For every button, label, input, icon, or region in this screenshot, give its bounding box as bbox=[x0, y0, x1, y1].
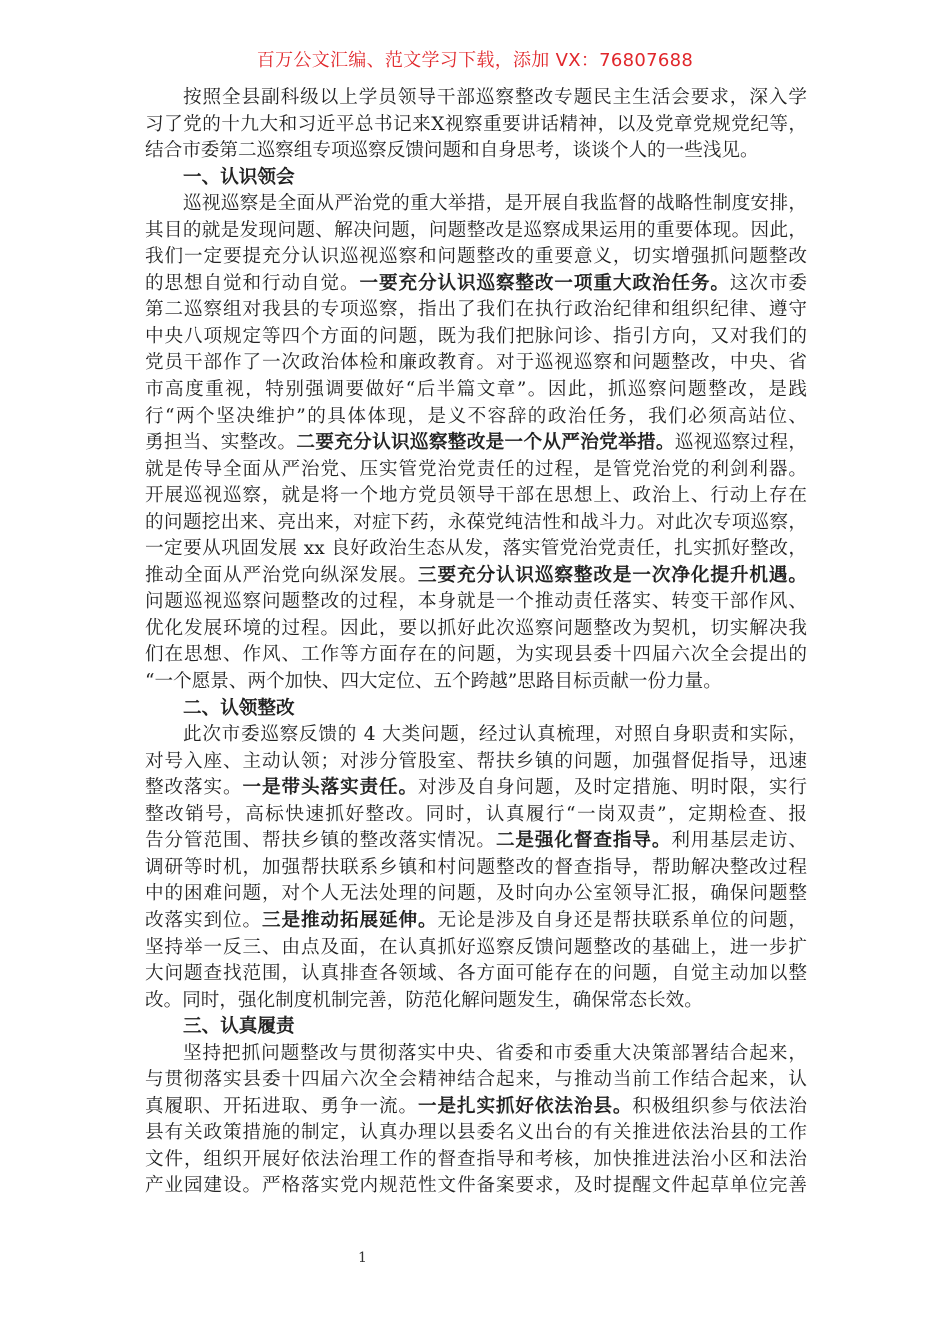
text-run: 此次市委巡察反馈的 4 大类问题，经过认真梳理，对照自身职责和实际， bbox=[183, 724, 807, 746]
bold-key-point: 三要充分认识巡察整改是一次净化提升机遇。 bbox=[417, 564, 807, 586]
text-run: 县有关政策措施的制定，认真办理以县委名义出台的有关推进依法治县的工作 bbox=[145, 1122, 807, 1144]
text-run: 坚持把抓问题整改与贯彻落实中央、省委和市委重大决策部署结合起来， bbox=[183, 1042, 807, 1064]
paragraph-line bbox=[145, 457, 807, 484]
bold-key-point: 一是带头落实责任。 bbox=[242, 777, 418, 799]
text-run: 整改销号，高标快速抓好整改。同时，认真履行“一岗双责”，定期检查、报 bbox=[145, 803, 807, 825]
text-run: 与贯彻落实县委十四届六次全会精神结合起来，与推动当前工作结合起来，认 bbox=[145, 1069, 807, 1091]
paragraph-line bbox=[145, 324, 807, 351]
section-heading: 三、认真履责 bbox=[183, 1016, 295, 1038]
paragraph-line bbox=[145, 642, 807, 669]
paragraph-line bbox=[145, 669, 807, 696]
text-run: 对涉及自身问题，及时定措施、明时限，实行 bbox=[417, 777, 807, 799]
paragraph-line bbox=[145, 1173, 807, 1200]
text-run: 坚持举一反三、由点及面，在认真抓好巡察反馈问题整改的基础上，进一步扩 bbox=[145, 936, 807, 958]
text-run: 党员干部作了一次政治体检和廉政教育。对于巡视巡察和问题整改，中央、省 bbox=[145, 352, 807, 374]
text-run: 对号入座、主动认领；对涉分管股室、帮扶乡镇的问题，加强督促指导，迅速 bbox=[145, 750, 807, 772]
paragraph-line bbox=[145, 271, 807, 298]
paragraph-line bbox=[145, 1120, 807, 1147]
text-run: 结合市委第二巡察组专项巡察反馈问题和自身思考，谈谈个人的一些浅见。 bbox=[145, 140, 759, 162]
text-run: 推动全面从严治党向纵深发展。 bbox=[145, 564, 418, 586]
text-run: 整改落实。 bbox=[145, 777, 243, 799]
paragraph-line bbox=[145, 855, 807, 882]
text-run: 的思想自觉和行动自觉。 bbox=[145, 272, 360, 294]
paragraph-line bbox=[145, 722, 807, 749]
paragraph-line bbox=[145, 350, 807, 377]
section-heading: 二、认领整改 bbox=[183, 697, 295, 719]
text-run: 市高度重视，特别强调要做好“后半篇文章”。因此，抓巡察问题整改，是践 bbox=[145, 379, 807, 401]
bold-key-point: 三是推动拓展延伸。 bbox=[261, 909, 438, 931]
text-run: 大问题查找范围，认真排查各领域、各方面可能存在的问题，自觉主动加以整 bbox=[145, 963, 807, 985]
text-run: 按照全县副科级以上学员领导干部巡察整改专题民主生活会要求，深入学 bbox=[183, 87, 807, 108]
text-run: 积极组织参与依法治 bbox=[632, 1095, 807, 1117]
text-run: 真履职、开拓进取、勇争一流。 bbox=[145, 1095, 418, 1117]
text-run: 习了党的十九大和习近平总书记来X视察重要讲话精神，以及党章党规党纪等， bbox=[145, 113, 807, 135]
paragraph-line bbox=[145, 881, 807, 908]
watermark-banner: 百万公文汇编、范文学习下载，添加 VX：76807688 bbox=[256, 50, 694, 71]
text-run: 巡视巡察过程， bbox=[674, 432, 807, 454]
paragraph-line bbox=[145, 1094, 807, 1121]
paragraph-line bbox=[145, 404, 807, 431]
paragraph-line bbox=[145, 935, 807, 962]
text-run: 中的困难问题，对个人无法处理的问题，及时向办公室领导汇报，确保问题整 bbox=[145, 883, 807, 905]
bold-key-point: 一要充分认识巡察整改一项重大政治任务。 bbox=[359, 272, 730, 294]
text-run: 问题巡视巡察问题整改的过程，本身就是一个推动责任落实、转变干部作风、 bbox=[145, 591, 807, 613]
paragraph-line bbox=[145, 961, 807, 988]
bold-key-point: 一是扎实抓好依法治县。 bbox=[417, 1095, 633, 1117]
text-run: 第二巡察组对我县的专项巡察，指出了我们在执行政治纪律和组织纪律、遵守 bbox=[145, 299, 807, 321]
section-heading: 一、认识领会 bbox=[183, 166, 295, 188]
paragraph-line bbox=[145, 377, 807, 404]
paragraph-line bbox=[145, 430, 807, 457]
text-run: 产业园建设。严格落实党内规范性文件备案要求，及时提醒文件起草单位完善 bbox=[145, 1175, 807, 1197]
paragraph-line bbox=[145, 138, 807, 165]
paragraph-line bbox=[145, 1067, 807, 1094]
text-run: 行“两个坚决维护”的具体体现，是义不容辞的政治任务，我们必须高站位、 bbox=[145, 405, 807, 427]
page-number: 1 bbox=[358, 1250, 367, 1266]
paragraph-line bbox=[145, 563, 807, 590]
text-run: 无论是涉及自身还是帮扶联系单位的问题， bbox=[437, 909, 807, 931]
text-run: 告分管范围、帮扶乡镇的整改落实情况。 bbox=[145, 830, 496, 852]
text-run: 巡视巡察是全面从严治党的重大举措，是开展自我监督的战略性制度安排， bbox=[183, 193, 807, 215]
paragraph-line bbox=[145, 112, 807, 139]
text-run: 优化发展环境的过程。因此，要以抓好此次巡察问题整改为契机，切实解决我 bbox=[145, 617, 807, 639]
text-run: 开展巡视巡察，就是将一个地方党员领导干部在思想上、政治上、行动上存在 bbox=[145, 485, 807, 507]
text-run: 文件，组织开展好依法治理工作的督查指导和考核，加快推进法治小区和法治 bbox=[145, 1148, 807, 1170]
paragraph-line bbox=[145, 191, 807, 218]
paragraph-line bbox=[145, 85, 807, 112]
paragraph-line bbox=[145, 908, 807, 935]
paragraph-line bbox=[145, 1041, 807, 1068]
text-run: 其目的就是发现问题、解决问题，问题整改是巡察成果运用的重要体现。因此， bbox=[145, 219, 807, 241]
paragraph-line bbox=[145, 589, 807, 616]
text-run: 的问题挖出来、亮出来，对症下药，永葆党纯洁性和战斗力。对此次专项巡察， bbox=[145, 511, 807, 533]
paragraph-line bbox=[145, 218, 807, 245]
text-run: “一个愿景、两个加快、四大定位、五个跨越”思路目标贡献一份力量。 bbox=[145, 671, 722, 693]
text-run: 勇担当、实整改。 bbox=[145, 432, 297, 454]
paragraph-line bbox=[145, 749, 807, 776]
text-run: 改落实到位。 bbox=[145, 909, 262, 931]
paragraph-line bbox=[145, 1147, 807, 1174]
paragraph-line bbox=[145, 244, 807, 271]
text-run: 中央八项规定等四个方面的问题，既为我们把脉问诊、指引方向，又对我们的 bbox=[145, 325, 807, 347]
text-run: 这次市委 bbox=[729, 272, 807, 294]
text-run: 调研等时机，加强帮扶联系乡镇和村问题整改的督查指导，帮助解决整改过程 bbox=[145, 856, 807, 878]
paragraph-line bbox=[145, 616, 807, 643]
text-run: 们在思想、作风、工作等方面存在的问题，为实现县委十四届六次全会提出的 bbox=[145, 644, 807, 666]
paragraph-line bbox=[145, 988, 807, 1015]
text-run: 就是传导全面从严治党、压实管党治党责任的过程，是管党治党的利剑利器。 bbox=[145, 458, 807, 480]
text-run: 改。同时，强化制度机制完善，防范化解问题发生，确保常态长效。 bbox=[145, 989, 703, 1011]
paragraph-line bbox=[145, 536, 807, 563]
paragraph-line bbox=[145, 775, 807, 802]
bold-key-point: 二要充分认识巡察整改是一个从严治党举措。 bbox=[296, 432, 675, 454]
paragraph-line bbox=[145, 828, 807, 855]
text-run: 一定要从巩固发展 xx 良好政治生态从发，落实管党治党责任，扎实抓好整改， bbox=[145, 538, 807, 560]
paragraph-line bbox=[145, 510, 807, 537]
paragraph-line bbox=[145, 802, 807, 829]
text-run: 我们一定要提充分认识巡视巡察和问题整改的重要意义，切实增强抓问题整改 bbox=[145, 246, 807, 268]
document-body bbox=[145, 85, 807, 1200]
text-run: 利用基层走访、 bbox=[671, 830, 807, 852]
bold-key-point: 二是强化督查指导。 bbox=[495, 830, 672, 852]
paragraph-line bbox=[145, 297, 807, 324]
paragraph-line bbox=[145, 483, 807, 510]
